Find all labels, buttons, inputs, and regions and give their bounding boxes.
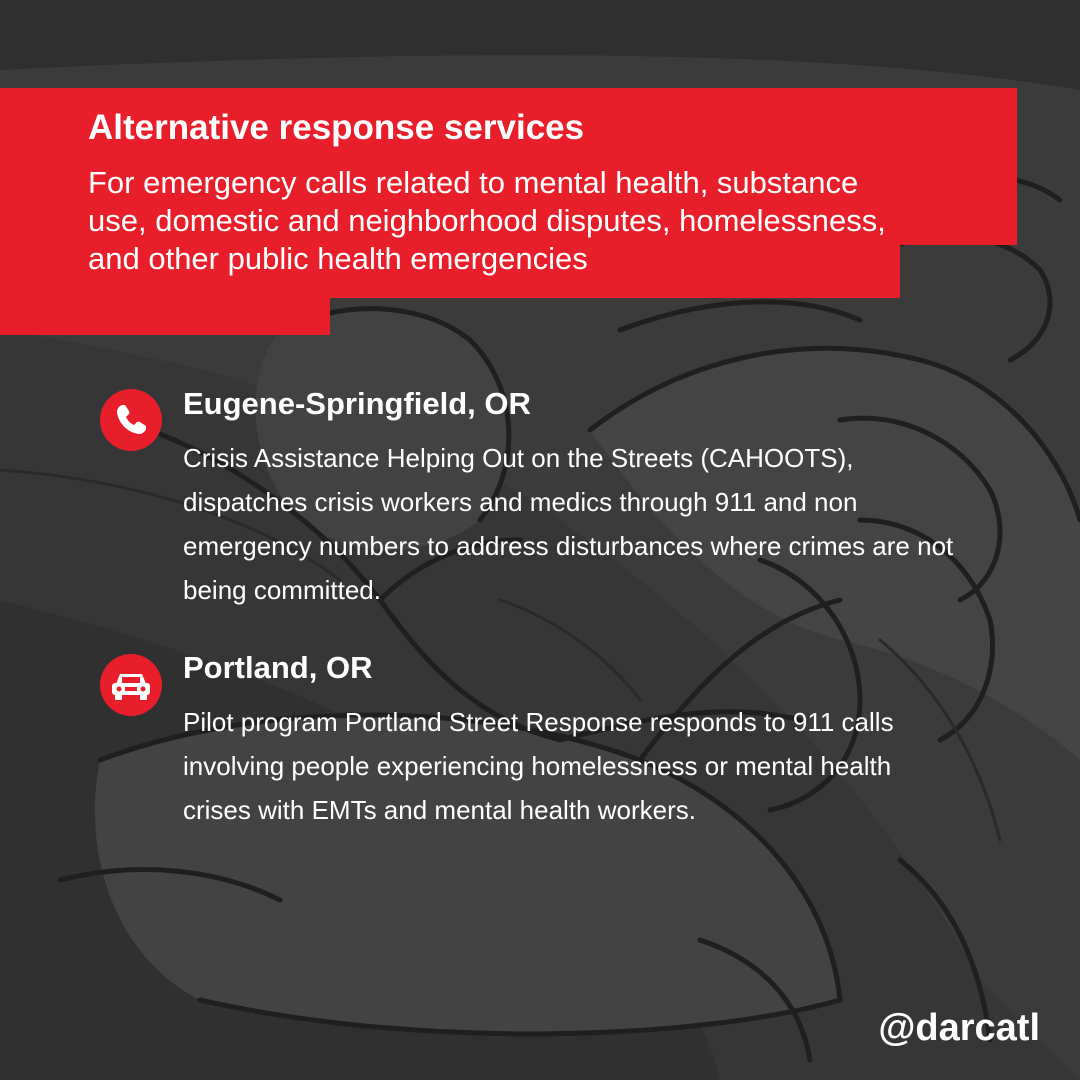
car-icon [100,654,162,716]
phone-icon [100,389,162,451]
page-subtitle: For emergency calls related to mental health, substance use, domestic and neighborhood disputes, homelessness, and other public health emergencies [88,165,886,276]
social-handle: @darcatl [878,1007,1040,1049]
entry-title-eugene: Eugene-Springfield, OR [183,386,531,421]
entry-body-eugene: Crisis Assistance Helping Out on the Streets (CAHOOTS), dispatches crisis workers and medics through 911 and non emergency numbers to address disturbances where crimes are not being committed. [183,443,954,605]
entry-title-portland: Portland, OR [183,650,373,685]
entry-body-portland: Pilot program Portland Street Response responds to 911 calls involving people experiencing homelessness or mental health crises with EMTs and mental health workers. [183,707,894,825]
page-title: Alternative response services [88,108,585,147]
